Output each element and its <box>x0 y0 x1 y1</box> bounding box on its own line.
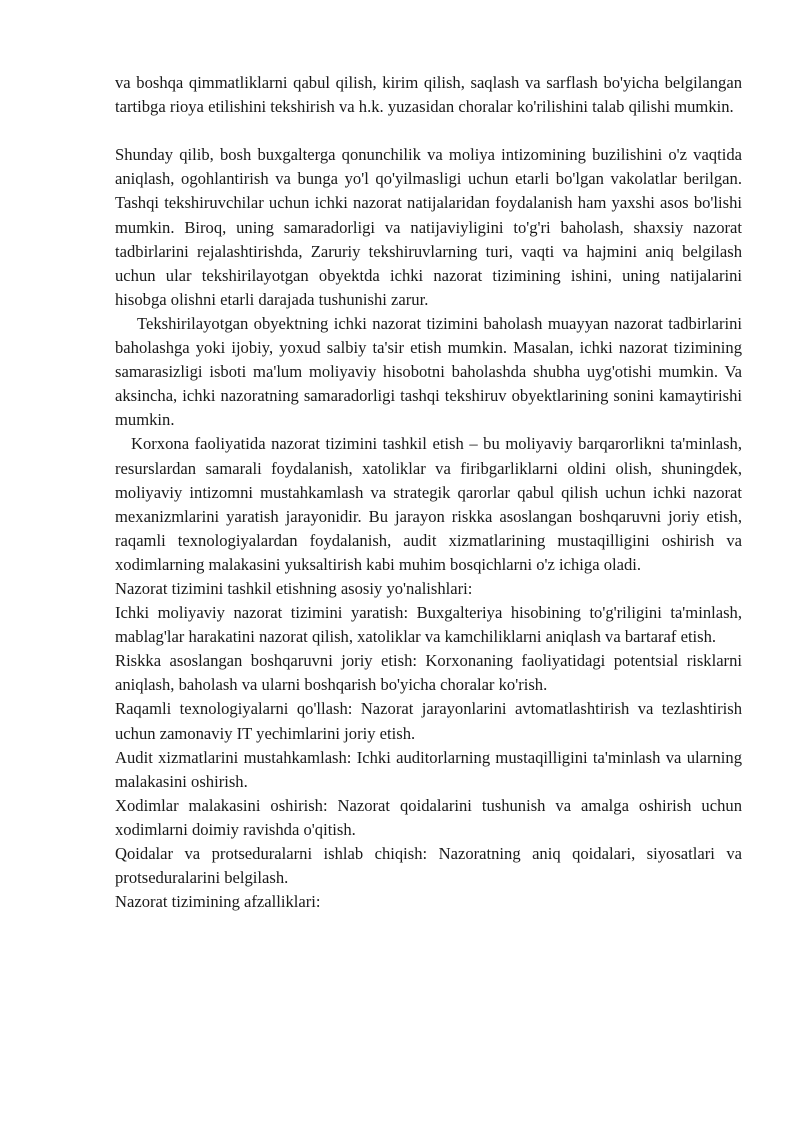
list-item-audit-services: Audit xizmatlarini mustahkamlash: Ichki auditorlarning mustaqilligini ta'minlash va ularning malakasini oshirish. <box>115 747 742 791</box>
paragraph-chief-accountant: Shunday qilib, bosh buxgalterga qonunchilik va moliya intizomining buzilishini o'z vaqtida aniqlash, ogohlantirish va bunga yo'l qo'yilmasligi uchun etarli bo'lgan vakolatlar berilgan. Tashqi tekshiruvchilar uchun ichki nazorat natijalaridan foydalanish ham yaxshi asos bo'lishi mumkin. Biroq, uning samaradorligi va natijaviyligini to'g'ri baholash, shaxsiy nazorat tadbirlarini rejalashtirishda, Zaruriy tekshiruvlarning turi, vaqti va hajmini aniq belgilash uchun ular tekshirilayotgan obyektda ichki nazorat tizimining ishini, uning natijalarini hisobga olishni etarli darajada tushunishi zarur. <box>115 145 742 309</box>
list-item-digital-technologies: Raqamli texnologiyalarni qo'llash: Nazorat jarayonlarini avtomatlashtirish va tezlashtirish uchun zamonaviy IT yechimlarini joriy etish. <box>115 699 742 743</box>
list-item-procedures: Qoidalar va protseduralarni ishlab chiqish: Nazoratning aniq qoidalari, siyosatlari va protseduralarini belgilash. <box>115 844 742 888</box>
paragraph-organization: Korxona faoliyatida nazorat tizimini tashkil etish – bu moliyaviy barqarorlikni ta'minlash, resurslardan samarali foydalanish, xatoliklar va firibgarliklarni oldini olish, shuningdek, moliyaviy intizomni mustahkamlash va strategik qarorlar qabul qilish uchun ichki nazorat mexanizmlarini yaratish jarayonidir. Bu jarayon riskka asoslangan boshqaruvni joriy etish, raqamli texnologiyalardan foydalanish, audit xizmatlarining mustaqilligini oshirish va xodimlarning malakasini yuksaltirish kabi muhim bosqichlarni o'z ichiga oladi. <box>115 434 742 574</box>
paragraph-assessment: Tekshirilayotgan obyektning ichki nazorat tizimini baholash muayyan nazorat tadbirlarini baholashga yoki ijobiy, yoxud salbiy ta'sir etish mumkin. Masalan, ichki nazorat tizimining samarasizligi isboti ma'lum moliyaviy hisobotni baholashda shubha uyg'otishi mumkin. Va aksincha, ichki nazoratning samaradorligi tashqi tekshiruv obyektlarining sonini kamaytirishi mumkin. <box>115 313 742 430</box>
section-heading-advantages: Nazorat tizimining afzalliklari: <box>115 892 321 912</box>
list-item-staff-training: Xodimlar malakasini oshirish: Nazorat qoidalarini tushunish va amalga oshirish uchun xodimlarni doimiy ravishda o'qitish. <box>115 795 742 839</box>
document-body <box>115 71 742 914</box>
list-item-risk-management: Riskka asoslangan boshqaruvni joriy etish: Korxonaning faoliyatidagi potentsial risklarni aniqlash, baholash va ularni boshqarish bo'yicha choralar ko'rish. <box>115 651 742 695</box>
section-heading-directions: Nazorat tizimini tashkil etishning asosiy yo'nalishlari: <box>115 578 473 598</box>
list-item-internal-control: Ichki moliyaviy nazorat tizimini yaratish: Buxgalteriya hisobining to'g'riligini ta'minlash, mablag'lar harakatini nazorat qilish, xatoliklar va kamchiliklarni aniqlash va bartaraf etish. <box>115 603 742 647</box>
paragraph-continuation: va boshqa qimmatliklarni qabul qilish, kirim qilish, saqlash va sarflash bo'yicha belgilangan tartibga rioya etilishini tekshirish va h.k. yuzasidan choralar ko'rilishini talab qilishi mumkin. <box>115 73 742 117</box>
